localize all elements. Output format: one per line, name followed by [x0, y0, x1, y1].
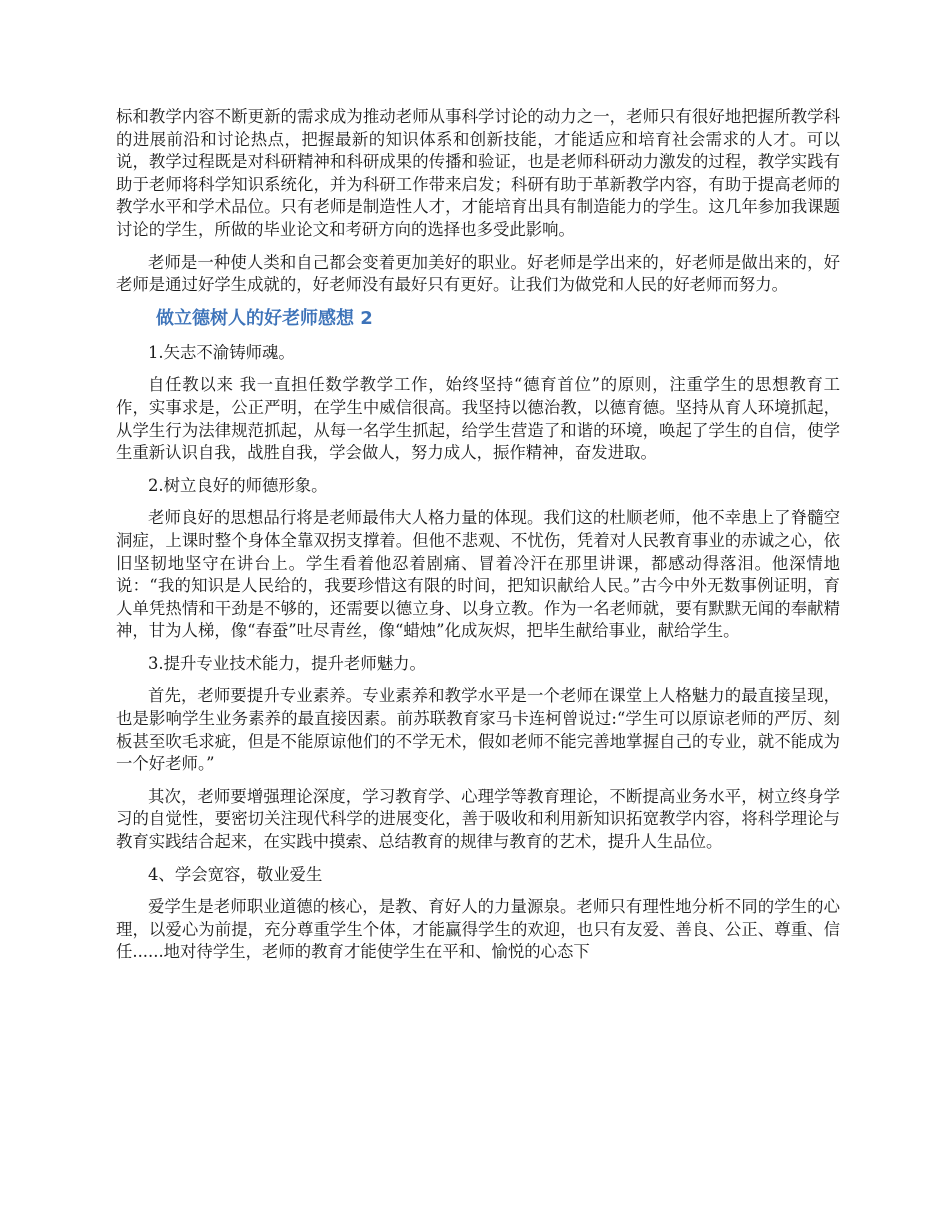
section-heading: 做立德树人的好老师感想 2	[156, 307, 373, 329]
point-3-title: 3.提升专业技术能力，提升老师魅力。	[148, 653, 426, 673]
intro-paragraph-continued: 标和教学内容不断更新的需求成为推动老师从事科学讨论的动力之一，老师只有很好地把握所教学科的进展前沿和讨论热点，把握最新的知识体系和创新技能，才能适应和培育社会需求的人才。可以说，教学过程既是对科研精神和科研成果的传播和验证，也是老师科研动力激发的过程，教学实践有助于老师将科学知识系统化，并为科研工作带来启发；科研有助于革新教学内容，有助于提高老师的教学水平和学术品位。只有老师是制造性人才，才能培育出具有制造能力的学生。这几年参加我课题讨论的学生，所做的毕业论文和考研方向的选择也多受此影响。	[116, 107, 840, 239]
point-2-paragraph: 老师良好的思想品行将是老师最伟大人格力量的体现。我们这的杜顺老师，他不幸患上了脊髓空洞症，上课时整个身体全靠双拐支撑着。但他不悲观、不忧伤，凭着对人民教育事业的赤诚之心，依旧坚韧地坚守在讲台上。学生看着他忍着剧痛、冒着冷汗在那里讲课，都感动得落泪。他深情地说：“我的知识是人民给的，我要珍惜这有限的时间，把知识献给人民。”古今中外无数事例证明，育人单凭热情和干劲是不够的，还需要以德立身、以身立教。作为一名老师就，要有默默无闻的奉献精神，甘为人梯，像“春蚕”吐尽青丝，像“蜡烛”化成灰烬，把毕生献给事业，献给学生。	[116, 508, 840, 641]
intro-paragraph-conclusion: 老师是一种使人类和自己都会变着更加美好的职业。好老师是学出来的，好老师是做出来的，好老师是通过好学生成就的，好老师没有最好只有更好。让我们为做党和人民的好老师而努力。	[116, 252, 840, 295]
point-4-title: 4、学会宽容，敬业爱生	[148, 864, 323, 884]
point-3-paragraph-second: 其次，老师要增强理论深度，学习教育学、心理学等教育理论，不断提高业务水平，树立终身学习的自觉性，要密切关注现代科学的进展变化，善于吸收和利用新知识拓宽教学内容，将科学理论与教育实践结合起来，在实践中摸索、总结教育的规律与教育的艺术，提升人生品位。	[116, 786, 840, 852]
point-2-title: 2.树立良好的师德形象。	[148, 475, 328, 495]
document-page	[116, 106, 840, 974]
point-1-paragraph: 自任教以来 我一直担任数学教学工作，始终坚持“德育首位”的原则，注重学生的思想教育工作，实事求是，公正严明，在学生中威信很高。我坚持以德治教，以德育德。坚持从育人环境抓起，从学生行为法律规范抓起，从每一名学生抓起，给学生营造了和谐的环境，唤起了学生的自信，使学生重新认识自我，战胜自我，学会做人，努力成人，振作精神，奋发进取。	[116, 375, 840, 463]
point-4-paragraph: 爱学生是老师职业道德的核心，是教、育好人的力量源泉。老师只有理性地分析不同的学生的心理，以爱心为前提，充分尊重学生个体，才能赢得学生的欢迎，也只有友爱、善良、公正、尊重、信任......地对待学生，老师的教育才能使学生在平和、愉悦的心态下	[116, 897, 840, 962]
point-3-paragraph-first: 首先，老师要提升专业素养。专业素养和教学水平是一个老师在课堂上人格魅力的最直接呈现，也是影响学生业务素养的最直接因素。前苏联教育家马卡连柯曾说过:“学生可以原谅老师的严厉、刻板甚至吹毛求疵，但是不能原谅他们的不学无术，假如老师不能完善地掌握自己的专业，就不能成为一个好老师。”	[116, 686, 840, 774]
point-1-title: 1.矢志不渝铸师魂。	[148, 342, 295, 362]
